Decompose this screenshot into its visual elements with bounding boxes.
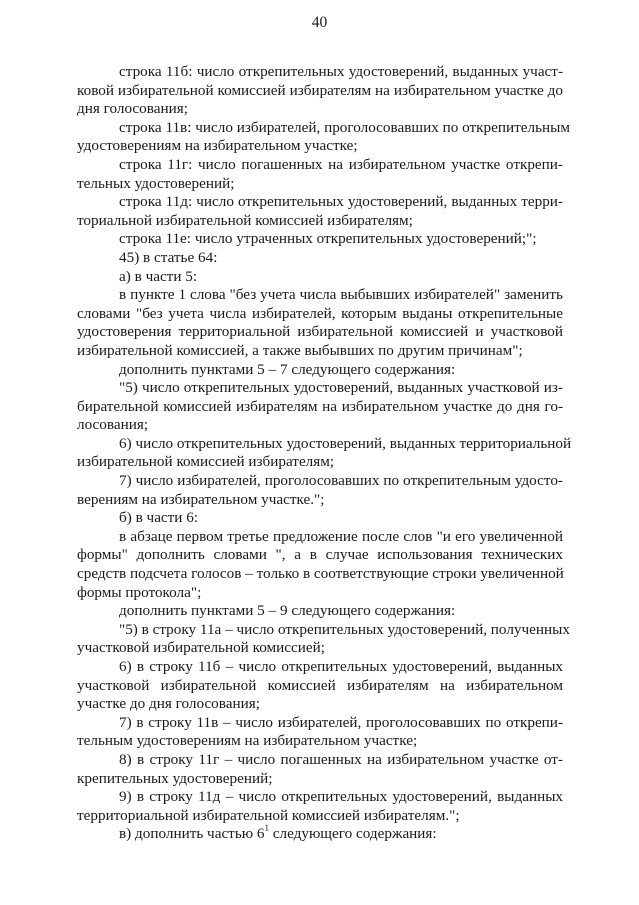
text-line: избирательной комиссией избирателям; bbox=[77, 453, 335, 471]
text-line: строка 11е: число утраченных открепительных удостоверений;"; bbox=[119, 230, 537, 248]
text-line: дополнить пунктами 5 – 9 следующего содержания: bbox=[119, 602, 456, 620]
text-line: строка 11д: число открепительных удостоверений, выданных терри- bbox=[119, 193, 563, 211]
text-line: верениям на избирательном участке."; bbox=[77, 490, 325, 508]
text-line: формы протокола"; bbox=[77, 583, 202, 601]
text-line: тельным удостоверениям на избирательном участке; bbox=[77, 732, 418, 750]
text-line: строка 11г: число погашенных на избирательном участке открепи- bbox=[119, 155, 563, 173]
text-line: 8) в строку 11г – число погашенных на избирательном участке от- bbox=[119, 750, 563, 768]
text-line: ториальной избирательной комиссией избирателям; bbox=[77, 211, 413, 229]
text-line bbox=[77, 825, 563, 844]
text-line: строка 11в: число избирателей, проголосовавших по открепительным bbox=[119, 118, 570, 136]
text-line: 9) в строку 11д – число открепительных удостоверений, выданных bbox=[119, 788, 563, 806]
text-line: избирательной комиссией, а также выбывших по другим причинам"; bbox=[77, 341, 523, 359]
text-line: строка 11б: число открепительных удостоверений, выданных участ- bbox=[119, 63, 563, 80]
text-line: участке до дня голосования; bbox=[77, 695, 260, 713]
text-line: в абзаце первом третье предложение после слов "и его увеличенной bbox=[119, 527, 563, 545]
superscript: 1 bbox=[264, 823, 269, 834]
document-body bbox=[77, 63, 572, 844]
text-line: "5) число открепительных удостоверений, выданных участковой из- bbox=[119, 379, 563, 397]
text-line: лосования; bbox=[77, 416, 149, 434]
text-line: тельных удостоверений; bbox=[77, 174, 235, 192]
text-line: крепительных удостоверений; bbox=[77, 769, 273, 787]
text-line: территориальной избирательной комиссией избирателям."; bbox=[77, 806, 460, 824]
text-line: ковой избирательной комиссией избирателям на избирательном участке до bbox=[77, 81, 563, 99]
text-line: дня голосования; bbox=[77, 100, 188, 118]
text-line: дополнить пунктами 5 – 7 следующего содержания: bbox=[119, 360, 456, 378]
text-line: 7) в строку 11в – число избирателей, проголосовавших по открепи- bbox=[119, 713, 563, 731]
text-line: участковой избирательной комиссией; bbox=[77, 639, 325, 657]
text-line: удостоверениям на избирательном участке; bbox=[77, 137, 358, 155]
text-line: б) в части 6: bbox=[119, 509, 199, 527]
final-line-tail: следующего содержания: bbox=[268, 825, 437, 843]
text-line: словами "без учета числа избирателей, которым выданы открепительные bbox=[77, 304, 563, 322]
text-line: 7) число избирателей, проголосовавших по открепительным удосто- bbox=[119, 472, 563, 490]
text-line: удостоверения территориальной избирательной комиссией и участковой bbox=[77, 323, 563, 341]
page-number: 40 bbox=[311, 14, 328, 31]
text-line: формы" дополнить словами ", а в случае использования технических bbox=[77, 546, 563, 564]
text-line: в пункте 1 слова "без учета числа выбывших избирателей" заменить bbox=[119, 286, 563, 304]
text-line: участковой избирательной комиссией избирателям на избирательном bbox=[77, 676, 563, 694]
text-line: 6) число открепительных удостоверений, выданных территориальной bbox=[119, 434, 572, 452]
text-line: а) в части 5: bbox=[119, 267, 198, 285]
text-line: средств подсчета голосов – только в соответствующие строки увеличенной bbox=[77, 565, 564, 583]
final-line-text: в) дополнить частью 6 bbox=[119, 825, 265, 843]
text-line: 45) в статье 64: bbox=[119, 248, 218, 266]
text-line: "5) в строку 11а – число открепительных удостоверений, полученных bbox=[119, 620, 570, 638]
text-line: бирательной комиссией избирателям на избирательном участке до дня го- bbox=[77, 397, 563, 415]
text-line: 6) в строку 11б – число открепительных удостоверений, выданных bbox=[119, 658, 563, 675]
